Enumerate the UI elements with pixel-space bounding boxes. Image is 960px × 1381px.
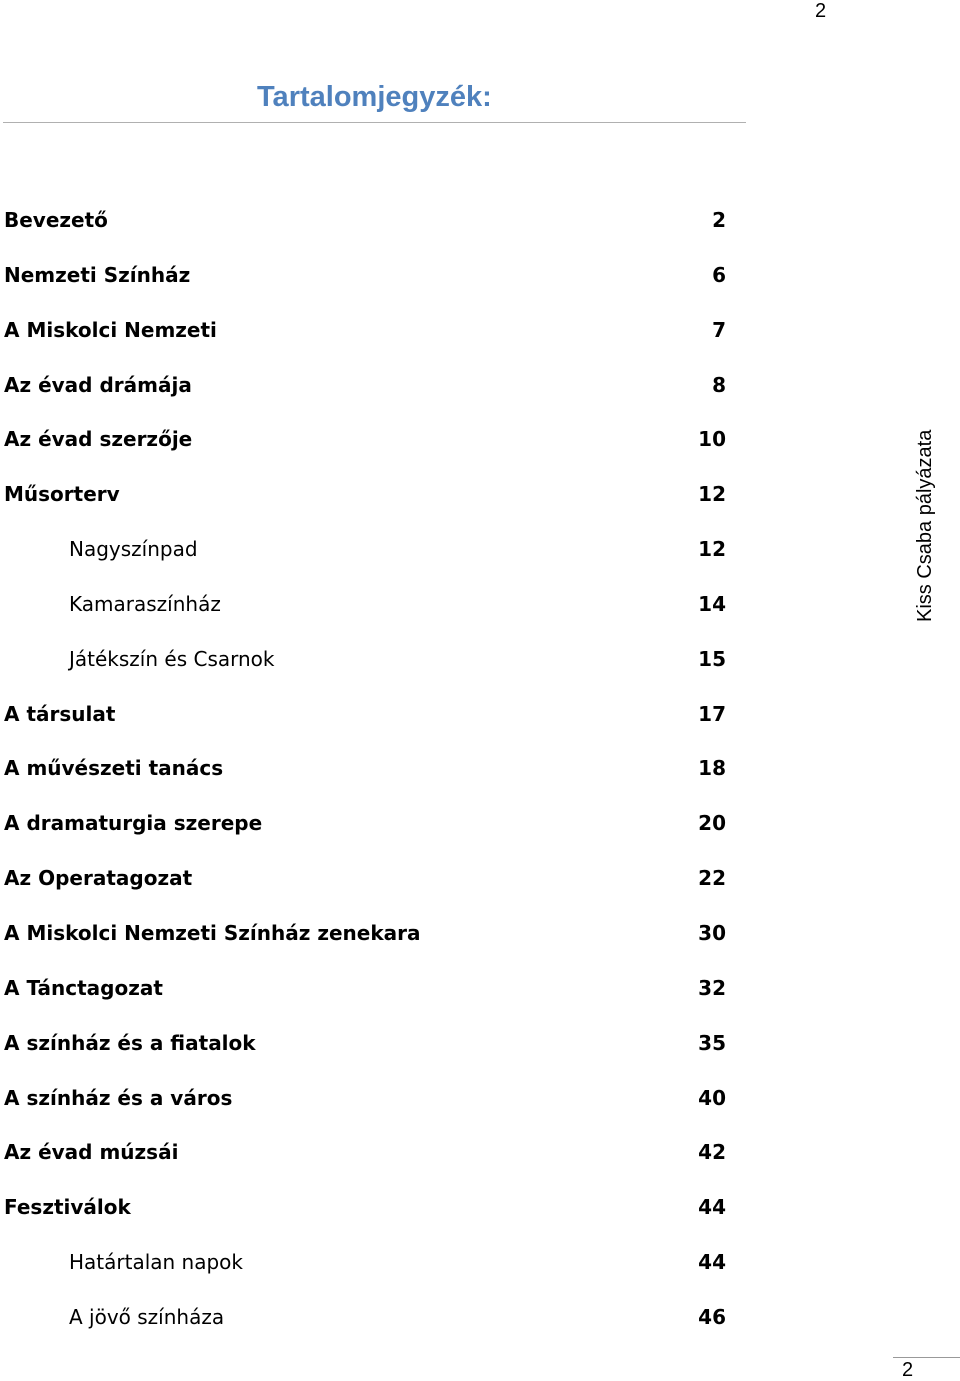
toc-entry-page: 44 bbox=[698, 1250, 726, 1275]
toc-entry[interactable] bbox=[0, 248, 960, 303]
toc-entry[interactable] bbox=[0, 467, 960, 522]
toc-entry-label: A Miskolci Nemzeti bbox=[4, 317, 217, 342]
toc-title: Tartalomjegyzék: bbox=[257, 81, 492, 113]
toc-entry[interactable] bbox=[0, 1180, 960, 1235]
toc-subentry[interactable] bbox=[0, 1290, 960, 1345]
toc-entry-label: Kamaraszínház bbox=[69, 591, 221, 616]
toc-entry-page: 18 bbox=[698, 756, 726, 781]
toc-entry-page: 22 bbox=[698, 866, 726, 891]
toc-entry[interactable] bbox=[0, 796, 960, 851]
toc-entry[interactable] bbox=[0, 906, 960, 961]
footer-divider bbox=[893, 1357, 960, 1358]
toc-entry-page: 12 bbox=[698, 482, 726, 507]
toc-entry[interactable] bbox=[0, 1016, 960, 1071]
header-page-number: 2 bbox=[815, 0, 827, 22]
toc-entry-label: Az évad szerzője bbox=[4, 427, 193, 452]
toc-entry-label: A Miskolci Nemzeti Színház zenekara bbox=[4, 920, 421, 945]
toc-entry-label: Az Operatagozat bbox=[4, 866, 193, 891]
toc-entry-label: Játékszín és Csarnok bbox=[69, 646, 275, 671]
toc-entry-label: Nagyszínpad bbox=[69, 537, 198, 562]
toc-entry-label: Az évad múzsái bbox=[4, 1140, 179, 1165]
toc-entry-label: Fesztiválok bbox=[4, 1195, 131, 1220]
toc-entry-page: 14 bbox=[698, 591, 726, 616]
toc-entry-page: 20 bbox=[698, 811, 726, 836]
toc-entry-label: A színház és a város bbox=[4, 1085, 233, 1110]
toc-entry[interactable] bbox=[0, 687, 960, 742]
toc-entry[interactable] bbox=[0, 303, 960, 358]
toc-entry-label: A társulat bbox=[4, 701, 116, 726]
toc-entry-label: A színház és a fiatalok bbox=[4, 1030, 256, 1055]
toc-entry[interactable] bbox=[0, 741, 960, 796]
toc-entry[interactable] bbox=[0, 1071, 960, 1126]
toc-entry-label: A művészeti tanács bbox=[4, 756, 224, 781]
toc-entry-page: 8 bbox=[712, 372, 726, 397]
toc-entry-page: 32 bbox=[698, 975, 726, 1000]
toc-entry-label: Bevezető bbox=[4, 208, 108, 232]
toc-entry-page: 10 bbox=[698, 427, 726, 452]
toc-entry[interactable] bbox=[0, 193, 960, 248]
toc-entry-page: 15 bbox=[698, 646, 726, 671]
toc-entry-label: A Tánctagozat bbox=[4, 975, 163, 1000]
toc-entry-page: 2 bbox=[712, 208, 726, 232]
title-divider bbox=[3, 122, 746, 123]
toc-entry-page: 42 bbox=[698, 1140, 726, 1165]
toc-subentry[interactable] bbox=[0, 632, 960, 687]
toc-entry-label: Műsorterv bbox=[4, 482, 120, 507]
toc-entry[interactable] bbox=[0, 1125, 960, 1180]
toc-entry-label: Nemzeti Színház bbox=[4, 262, 191, 287]
toc-entry-page: 6 bbox=[712, 262, 726, 287]
toc-entry-page: 35 bbox=[698, 1030, 726, 1055]
toc-entry[interactable] bbox=[0, 358, 960, 413]
sidebar-author-text: Kiss Csaba pályázata bbox=[914, 429, 936, 622]
toc-entry-page: 30 bbox=[698, 920, 726, 945]
toc-list bbox=[0, 193, 960, 1345]
toc-entry-page: 7 bbox=[712, 317, 726, 342]
toc-entry-label: Határtalan napok bbox=[69, 1250, 244, 1275]
toc-entry[interactable] bbox=[0, 412, 960, 467]
toc-entry[interactable] bbox=[0, 961, 960, 1016]
toc-entry-page: 40 bbox=[698, 1085, 726, 1110]
toc-subentry[interactable] bbox=[0, 1235, 960, 1290]
toc-entry-page: 17 bbox=[698, 701, 726, 726]
toc-entry-page: 44 bbox=[698, 1195, 726, 1220]
toc-entry-page: 46 bbox=[698, 1304, 726, 1329]
toc-entry-label: Az évad drámája bbox=[4, 372, 192, 397]
toc-entry-label: A dramaturgia szerepe bbox=[4, 811, 263, 836]
toc-entry-label: A jövő színháza bbox=[69, 1304, 225, 1329]
toc-entry[interactable] bbox=[0, 851, 960, 906]
toc-subentry[interactable] bbox=[0, 577, 960, 632]
toc-subentry[interactable] bbox=[0, 522, 960, 577]
toc-entry-page: 12 bbox=[698, 537, 726, 562]
footer-page-number: 2 bbox=[902, 1359, 914, 1381]
